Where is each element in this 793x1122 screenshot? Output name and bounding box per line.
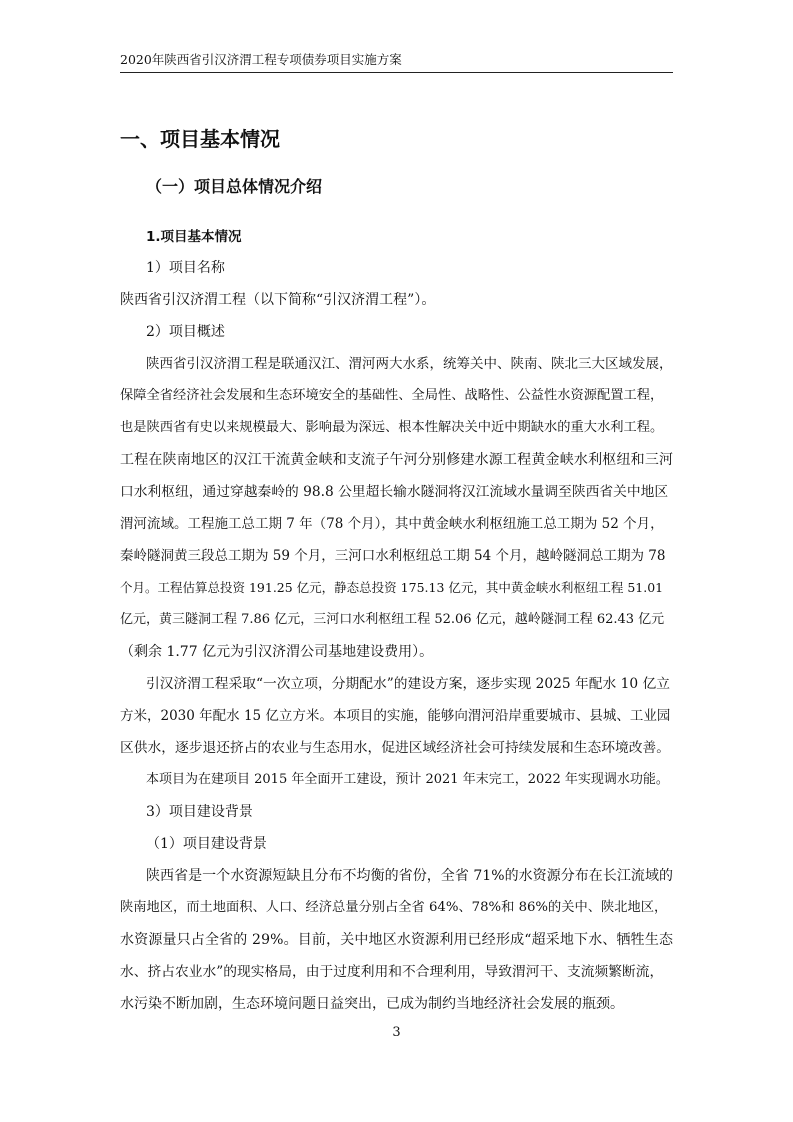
header-divider: [120, 72, 673, 73]
section-heading: 一、项目基本情况: [120, 127, 280, 151]
body-line: 水污染不断加剧，生态环境问题日益突出，已成为制约当地经济社会发展的瓶颈。: [120, 996, 624, 1012]
body-line: （剩余 1.77 亿元为引汉济渭公司基地建设费用）。: [120, 644, 434, 660]
body-line: 引汉济渭工程采取“一次立项，分期配水”的建设方案，逐步实现 2025 年配水 10 亿立: [146, 676, 671, 692]
body-line: 1）项目名称: [146, 260, 225, 276]
body-line: 秦岭隧洞黄三段总工期为 59 个月，三河口水利枢纽总工期 54 个月，越岭隧洞总工期为 78: [120, 548, 666, 564]
body-line: 陕西省是一个水资源短缺且分布不均衡的省份，全省 71%的水资源分布在长江流域的: [146, 868, 674, 884]
subsubsection-heading: 1.项目基本情况: [146, 229, 242, 245]
body-line: 陕西省引汉济渭工程是联通汉江、渭河两大水系，统筹关中、陕南、陕北三大区域发展，: [146, 356, 673, 372]
body-line: 本项目为在建项目 2015 年全面开工建设，预计 2021 年末完工，2022 年实现调水功能。: [146, 772, 669, 787]
subsection-heading: （一）项目总体情况介绍: [146, 177, 323, 196]
body-line: 亿元，黄三隧洞工程 7.86 亿元，三河口水利枢纽工程 52.06 亿元，越岭隧洞工程 62.43 亿元: [120, 612, 665, 627]
page-number: 3: [392, 1025, 401, 1040]
body-line: 个月。工程估算总投资 191.25 亿元，静态总投资 175.13 亿元，其中黄金峡水利枢纽工程 51.01: [120, 580, 664, 595]
body-line: 陕南地区，而土地面积、人口、经济总量分别占全省 64%、78%和 86%的关中、陕北地区，: [120, 900, 668, 915]
body-line: 也是陕西省有史以来规模最大、影响最为深远、根本性解决关中近中期缺水的重大水利工程。: [120, 420, 664, 435]
body-line: 水、挤占农业水”的现实格局，由于过度利用和不合理利用，导致渭河干、支流频繁断流，: [120, 964, 664, 980]
body-line: 水资源量只占全省的 29%。目前，关中地区水资源利用已经形成“超采地下水、牺牲生态: [120, 932, 674, 948]
running-header: 2020年陕西省引汉济渭工程专项债券项目实施方案: [120, 52, 402, 67]
body-line: 陕西省引汉济渭工程（以下简称“引汉济渭工程”）。: [120, 292, 436, 308]
body-line: 区供水，逐步退还挤占的农业与生态用水，促进区域经济社会可持续发展和生态环境改善。: [120, 740, 671, 756]
body-line: 方米，2030 年配水 15 亿立方米。本项目的实施，能够向渭河沿岸重要城市、县城、工业园: [120, 708, 671, 724]
body-line: 3）项目建设背景: [146, 804, 253, 820]
body-line: 渭河流域。工程施工总工期 7 年（78 个月），其中黄金峡水利枢纽施工总工期为 52 个月，: [120, 516, 664, 532]
body-line: （1）项目建设背景: [146, 836, 267, 852]
body-line: 保障全省经济社会发展和生态环境安全的基础性、全局性、战略性、公益性水资源配置工程，: [120, 388, 664, 403]
body-line: 工程在陕南地区的汉江干流黄金峡和支流子午河分别修建水源工程黄金峡水利枢纽和三河: [120, 452, 674, 468]
body-line: 口水利枢纽，通过穿越秦岭的 98.8 公里超长输水隧洞将汉江流域水量调至陕西省关中地区: [120, 484, 669, 500]
body-line: 2）项目概述: [146, 324, 225, 340]
